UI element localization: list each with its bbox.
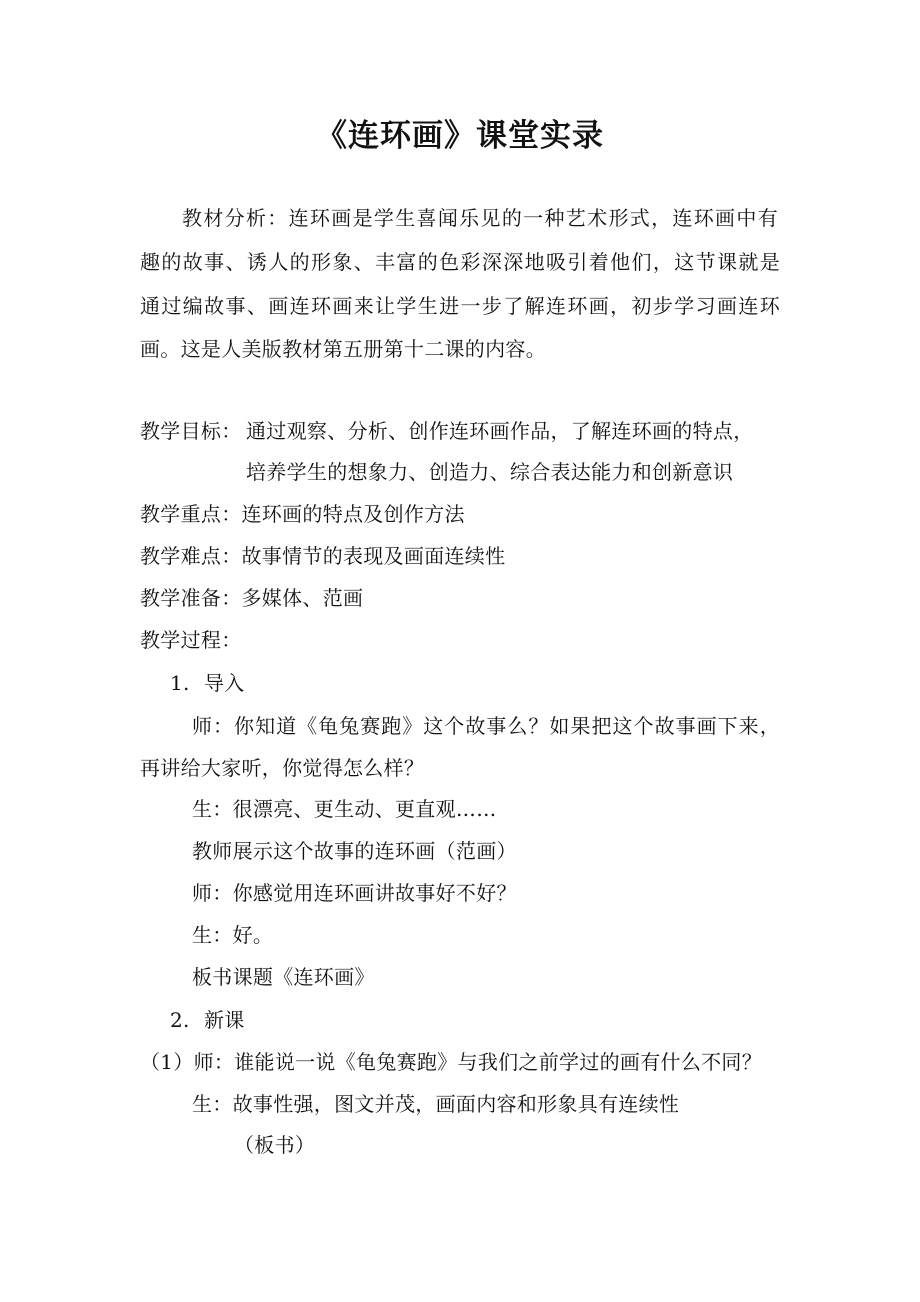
process-label: 教学过程： [140, 628, 242, 652]
step-2-board-note: （板书） [234, 1133, 316, 1157]
step-1-heading: 导入 [204, 671, 245, 695]
step-1-number: 1. [170, 671, 190, 695]
goals-line-1: 通过观察、分析、创作连环画作品，了解连环画的特点， [246, 419, 754, 443]
analysis-line-3: 通过编故事、画连环画来让学生进一步了解连环画，初步学习画连环 [140, 294, 780, 318]
key-point: 教学重点：连环画的特点及创作方法 [140, 502, 465, 526]
document-title: 《连环画》课堂实录 [316, 118, 604, 154]
step-2-number: 2. [170, 1008, 190, 1032]
analysis-line-1: 教材分析：连环画是学生喜闻乐见的一种艺术形式，连环画中有 [182, 206, 778, 230]
step-2-answer-1: 生：故事性强，图文并茂，画面内容和形象具有连续性 [192, 1092, 680, 1116]
analysis-line-2: 趣的故事、诱人的形象、丰富的色彩深深地吸引着他们，这节课就是 [140, 250, 780, 274]
student-answer-1: 生：很漂亮、更生动、更直观…… [192, 797, 497, 821]
analysis-line-4: 画。这是人美版教材第五册第十二课的内容。 [140, 337, 546, 361]
teacher-question-1-line-2: 再讲给大家听，你觉得怎么样？ [140, 756, 425, 780]
teacher-question-1-line-1: 师：你知道《龟兔赛跑》这个故事么？如果把这个故事画下来， [192, 714, 780, 738]
teacher-demo: 教师展示这个故事的连环画（范画） [192, 839, 517, 863]
goals-label: 教学目标： [140, 419, 242, 443]
goals-line-2: 培养学生的想象力、创造力、综合表达能力和创新意识 [246, 460, 734, 484]
step-2-question-1: （1）师：谁能说一说《龟兔赛跑》与我们之前学过的画有什么不同？ [140, 1050, 763, 1074]
difficult-point: 教学难点：故事情节的表现及画面连续性 [140, 544, 506, 568]
student-answer-2: 生：好。 [192, 923, 274, 947]
teacher-question-2: 师：你感觉用连环画讲故事好不好？ [192, 881, 517, 905]
step-2-heading: 新课 [204, 1008, 245, 1032]
preparation: 教学准备：多媒体、范画 [140, 586, 364, 610]
board-note: 板书课题《连环画》 [192, 965, 375, 989]
